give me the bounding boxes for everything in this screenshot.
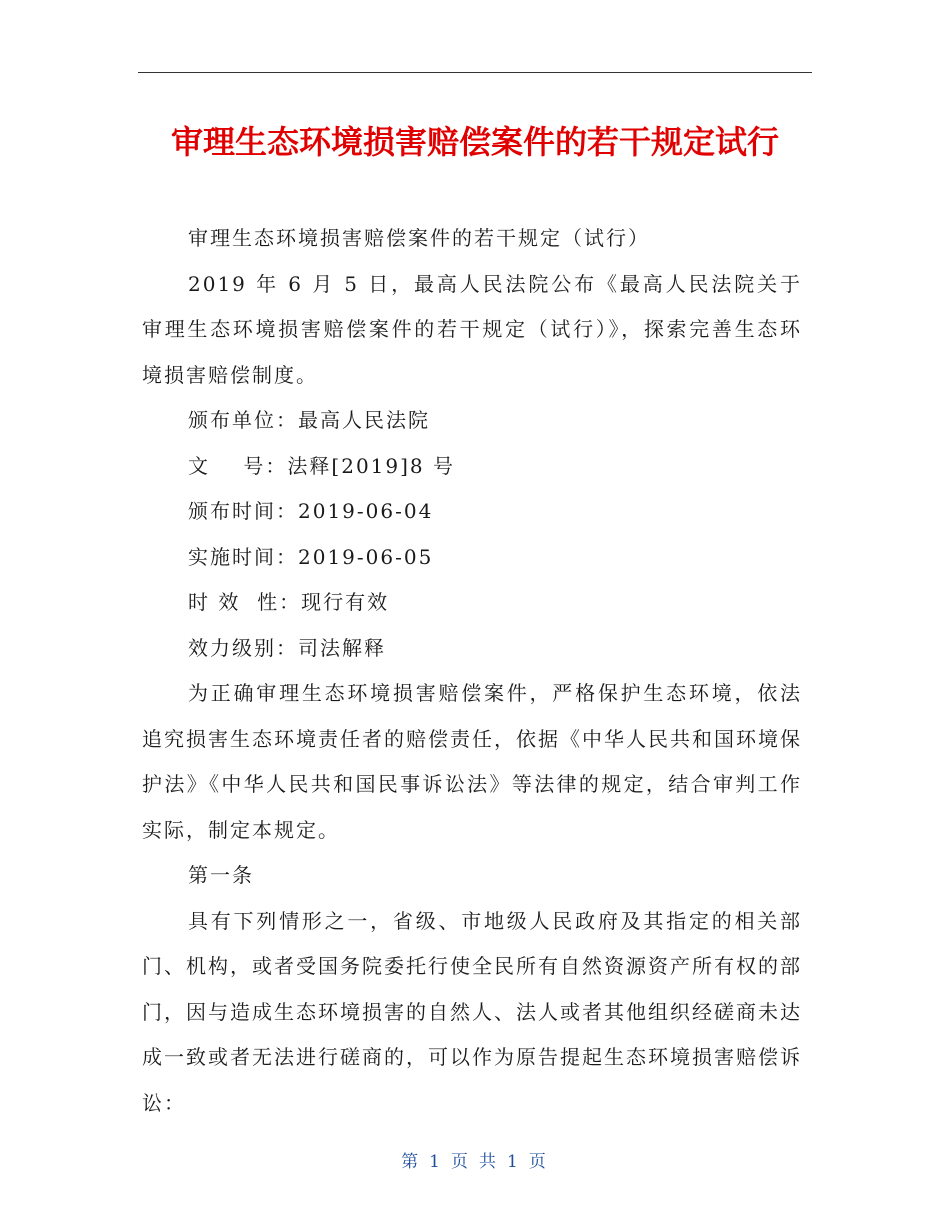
article-1-paragraph: 具有下列情形之一，省级、市地级人民政府及其指定的相关部门、机构，或者受国务院委托行使全民所有自然资源资产所有权的部门，因与造成生态环境损害的自然人、法人或者其他组织经磋商未达成一致或者无法进行磋商的，可以作为原告提起生态环境损害赔偿诉讼： xyxy=(142,908,802,1115)
meta-effective-date: 实施时间：2019-06-05 xyxy=(188,544,434,569)
footer-label-di: 第 xyxy=(401,1152,422,1172)
document-subtitle: 审理生态环境损害赔偿案件的若干规定（试行） xyxy=(188,226,650,250)
footer-total-pages: 1 xyxy=(507,1152,521,1172)
meta-level: 效力级别：司法解释 xyxy=(188,635,386,660)
intro-paragraph: 2019 年 6 月 5 日，最高人民法院公布《最高人民法院关于审理生态环境损害赔偿案件的若干规定（试行）》，探索完善生态环境损害赔偿制度。 xyxy=(142,271,802,387)
footer-label-ye-2: 页 xyxy=(528,1152,549,1172)
meta-doc-number: 文 号：法释[2019]8 号 xyxy=(188,453,456,478)
meta-issue-date: 颁布时间：2019-06-04 xyxy=(188,499,434,523)
document-title: 审理生态环境损害赔偿案件的若干规定试行 xyxy=(170,123,779,161)
header-rule xyxy=(138,72,812,73)
meta-validity: 时 效 性：现行有效 xyxy=(188,590,390,614)
document-body xyxy=(142,216,802,1126)
footer-label-ye: 页 xyxy=(451,1152,471,1172)
article-1-heading: 第一条 xyxy=(188,863,254,887)
preamble-paragraph: 为正确审理生态环境损害赔偿案件，严格保护生态环境，依法追究损害生态环境责任者的赔偿责任，依据《中华人民共和国环境保护法》《中华人民共和国民事诉讼法》等法律的规定，结合审判工作实际，制定本规定。 xyxy=(142,681,802,842)
footer-label-gong: 共 xyxy=(479,1152,499,1172)
footer-current-page: 1 xyxy=(429,1152,443,1172)
meta-issuer: 颁布单位：最高人民法院 xyxy=(188,408,430,432)
page-footer xyxy=(0,1148,950,1176)
